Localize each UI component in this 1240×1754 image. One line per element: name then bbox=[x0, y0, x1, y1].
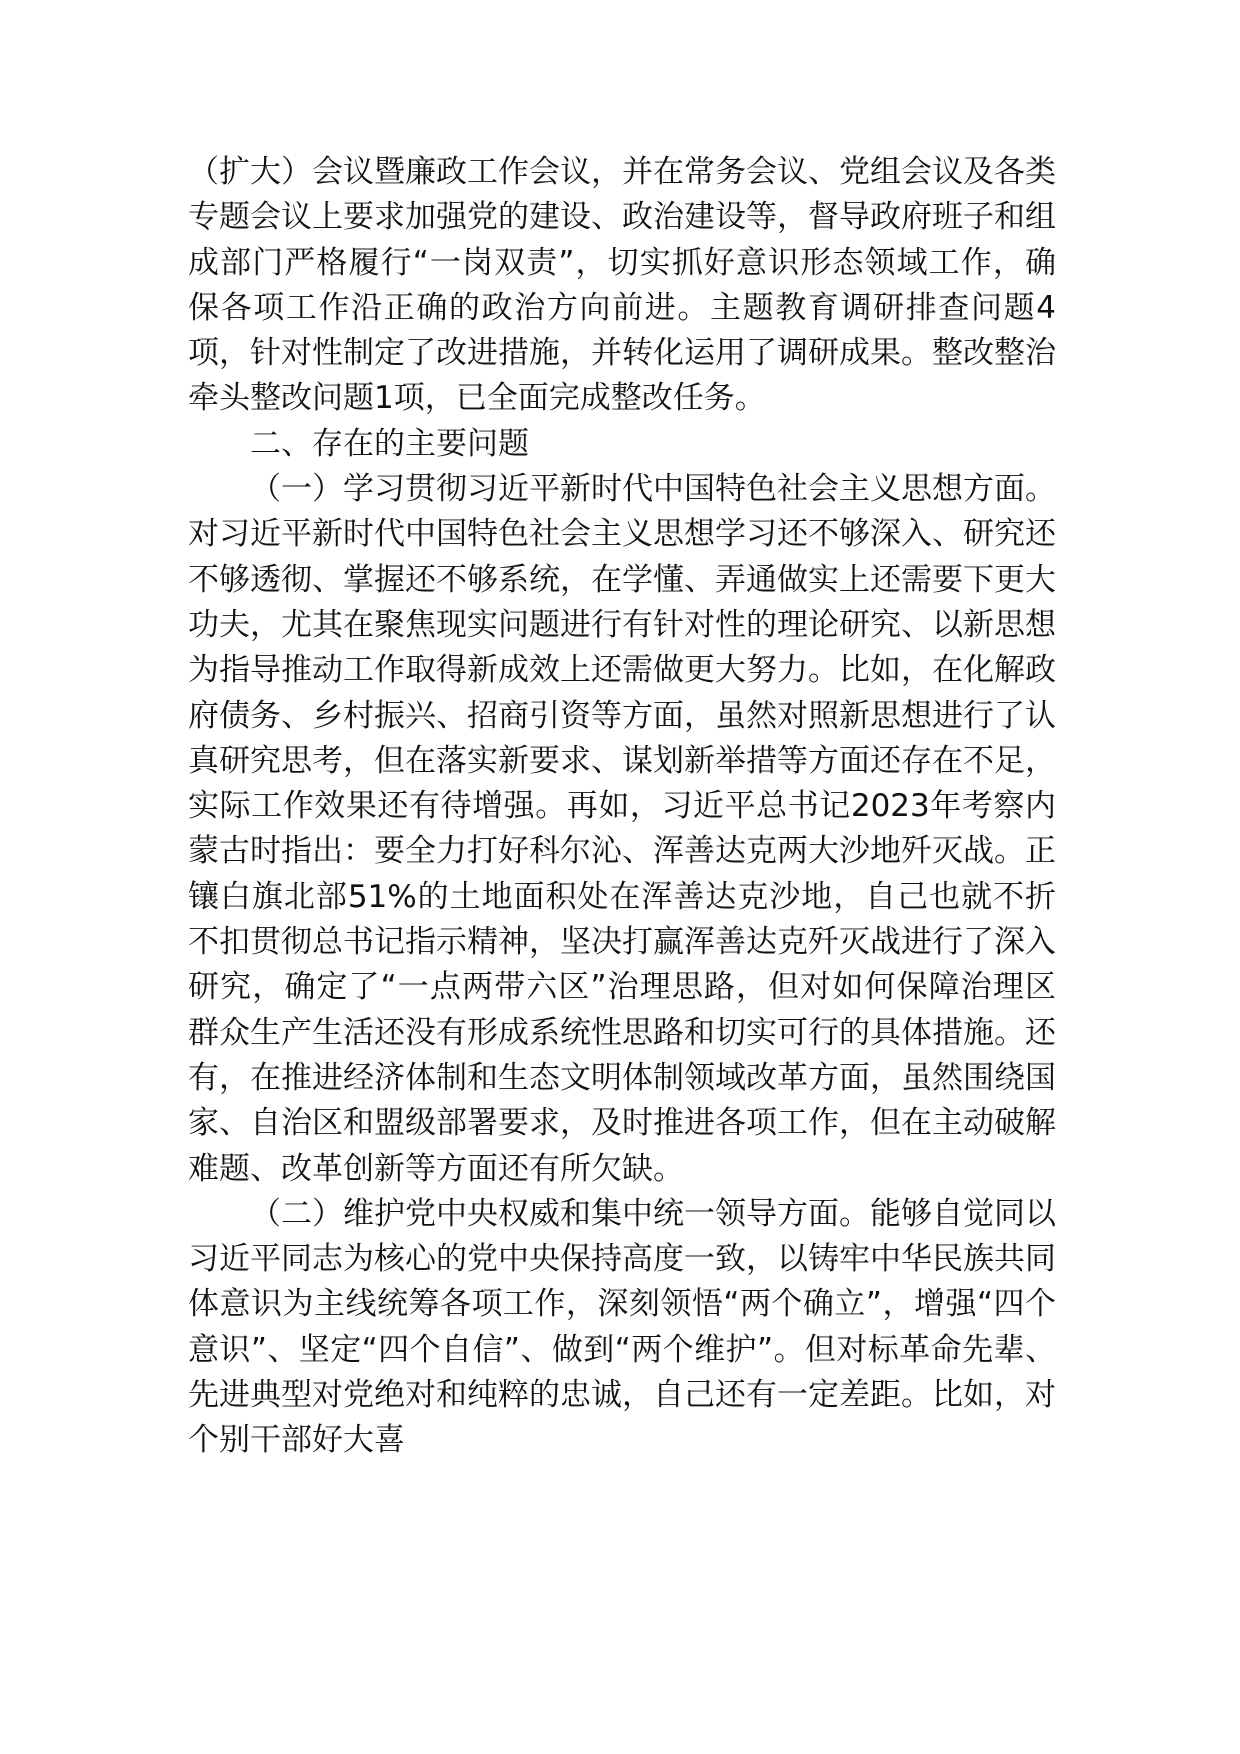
section-heading: 二、存在的主要问题 bbox=[250, 425, 529, 462]
problem-item-2-paragraph: （二）维护党中央权威和集中统一领导方面。能够自觉同以习近平同志为核心的党中央保持高度一致，以铸牢中华民族共同体意识为主线统筹各项工作，深刻领悟“两个确立”，增强“四个意识”、坚定“四个自信”、做到“两个维护”。但对标革命先辈、先进典型对党绝对和纯粹的忠诚，自己还有一定差距。比如，对个别干部好大喜 bbox=[188, 1195, 1056, 1459]
continuation-paragraph: （扩大）会议暨廉政工作会议，并在常务会议、党组会议及各类专题会议上要求加强党的建设、政治建设等，督导政府班子和组成部门严格履行“一岗双责”，切实抓好意识形态领域工作，确保各项工作沿正确的政治方向前进。主题教育调研排查问题4项，针对性制定了改进措施，并转化运用了调研成果。整改整治牵头整改问题1项，已全面完成整改任务。 bbox=[188, 154, 1056, 417]
document-page bbox=[188, 150, 1056, 1464]
problem-item-1-paragraph: （一）学习贯彻习近平新时代中国特色社会主义思想方面。对习近平新时代中国特色社会主义思想学习还不够深入、研究还不够透彻、掌握还不够系统，在学懂、弄通做实上还需要下更大功夫，尤其在聚焦现实问题进行有针对性的理论研究、以新思想为指导推动工作取得新成效上还需做更大努力。比如，在化解政府债务、乡村振兴、招商引资等方面，虽然对照新思想进行了认真研究思考，但在落实新要求、谋划新举措等方面还存在不足，实际工作效果还有待增强。再如，习近平总书记2023年考察内蒙古时指出：要全力打好科尔沁、浑善达克两大沙地歼灭战。正镶白旗北部51%的土地面积处在浑善达克沙地，自己也就不折不扣贯彻总书记指示精神，坚决打赢浑善达克歼灭战进行了深入研究，确定了“一点两带六区”治理思路，但对如何保障治理区群众生产生活还没有形成系统性思路和切实可行的具体措施。还有，在推进经济体制和生态文明体制领域改革方面，虽然围绕国家、自治区和盟级部署要求，及时推进各项工作，但在主动破解难题、改革创新等方面还有所欠缺。 bbox=[188, 471, 1056, 1187]
